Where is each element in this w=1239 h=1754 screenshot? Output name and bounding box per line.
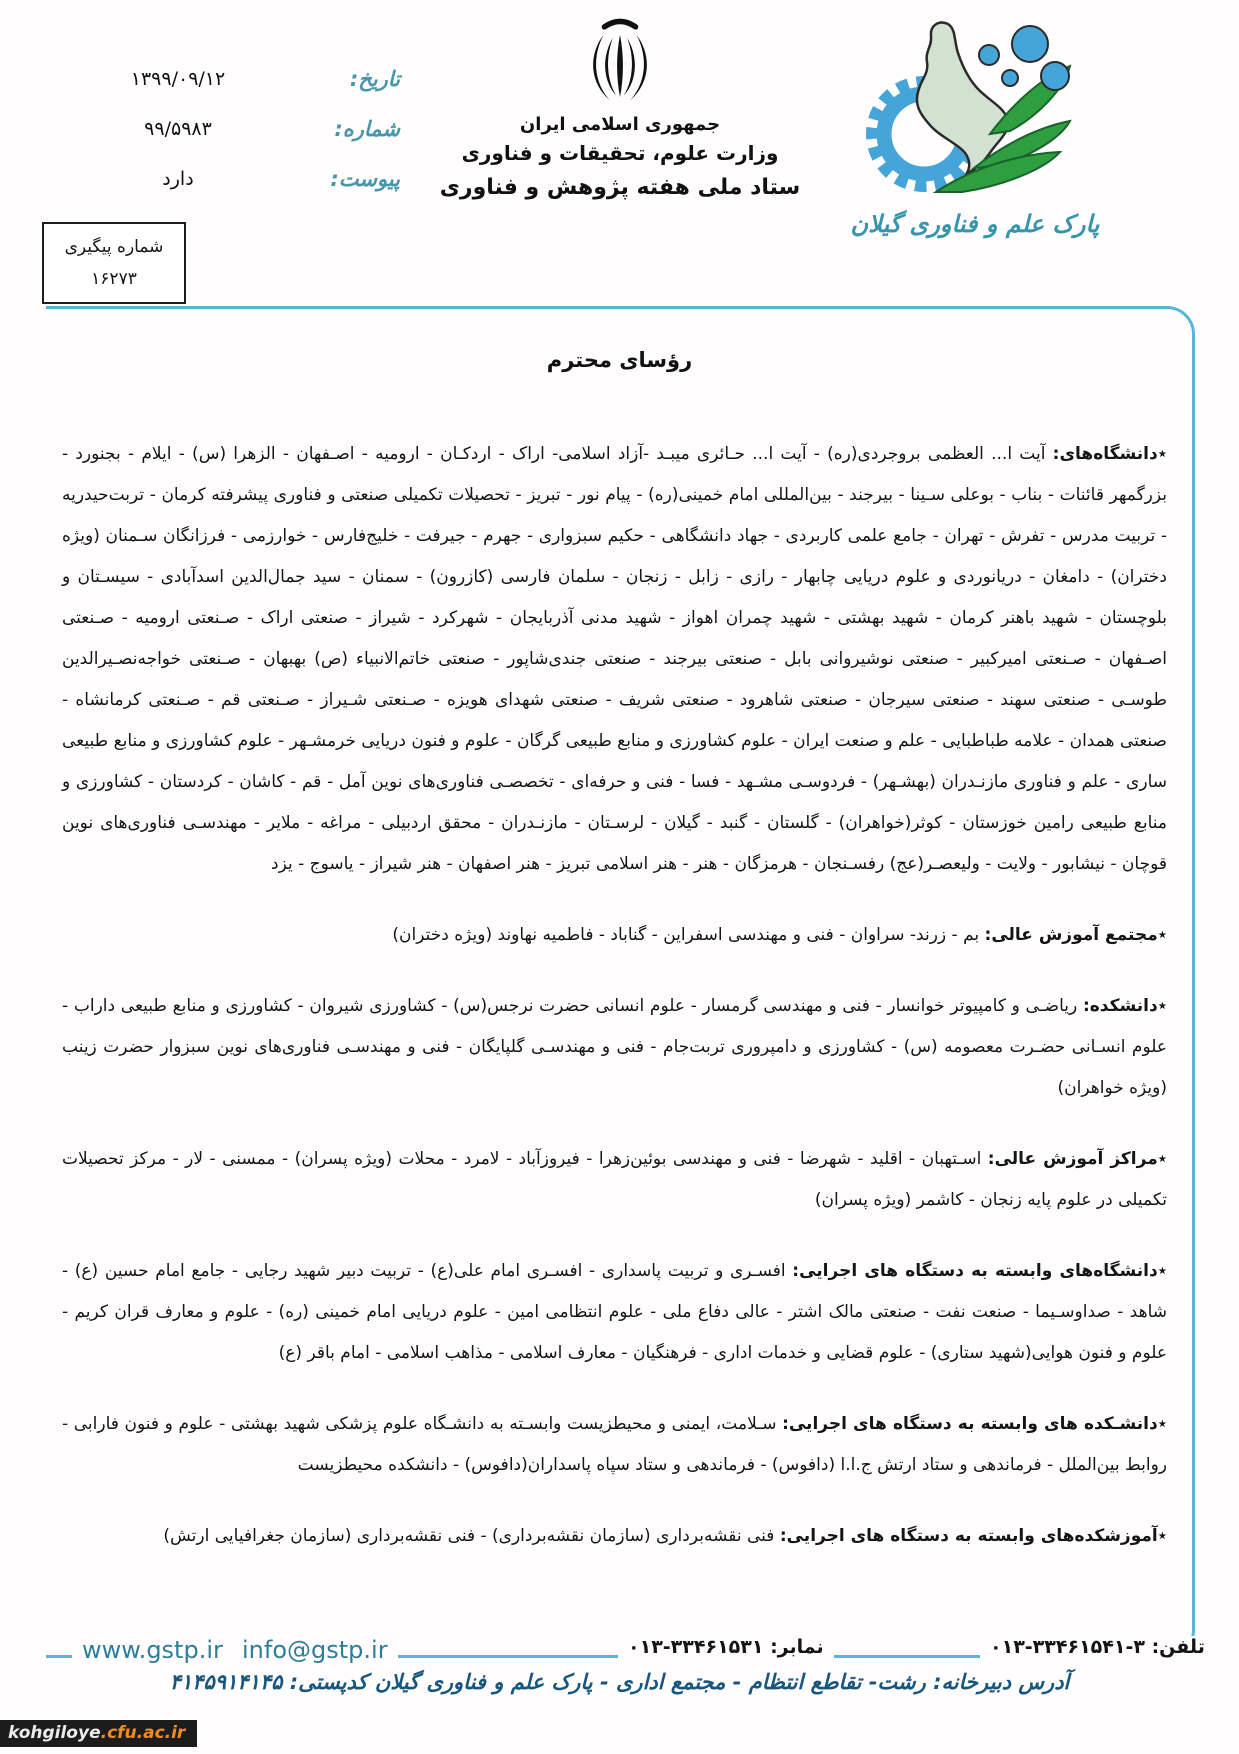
attachment-value: دارد <box>162 168 194 190</box>
section-heading: ٭مجتمع آموزش عالی: <box>984 925 1167 945</box>
section-body: سـلامت، ایمنی و محیطزیست وابسـته به دانشـگاه علوم پزشکی شهید بهشتی - علوم و فنون فارابی - روابط بین‌الملل - فرماندهی و ستاد ارتش ج.ا.ا (دافوس) - فرماندهی و ستاد سپاه پاسداران(دافوس) - دانشکده محیطزیست <box>62 1414 1167 1475</box>
fax-label: نمابر: <box>770 1636 824 1658</box>
letterhead-center <box>420 14 820 200</box>
section-heading: ٭دانشکده: <box>1082 996 1167 1016</box>
attachment-label: پیوست: <box>330 167 400 191</box>
date-value: ۱۳۹۹/۰۹/۱۲ <box>130 68 226 90</box>
gstp-logo-block <box>845 16 1105 238</box>
section-heading: ٭آموزشکده‌های وابسته به دستگاه های اجرایی: <box>779 1526 1167 1546</box>
section-body: افسـری و تربیت پاسداری - افسـری امام علی(ع) - تربیت دبیر شهید رجایی - جامع امام حسین (ع) - شاهد - صداوسـیما - صنعت نفت - صنعتی مالک اشتر - عالی دفاع ملی - علوم انتظامی امین - علوم دریایی امام خمینی (ره) - علوم و معارف قران کریم - علوم و فنون هوایی(شهید ستاری) - علوم قضایی و خدمات اداری - فرهنگیان - معارف اسلامی - مذاهب اسلامی - امام باقر (ع) <box>62 1261 1167 1363</box>
section-heading: ٭دانشگاه‌های: <box>1052 444 1167 464</box>
section-body: آیت ا... العظمی بروجردی(ره) - آیت ا... حـائری میبـد -آزاد اسلامی- اراک - اردکـان - ارومیه - اصـفهان - الزهرا (س) - ایلام - بجنورد - بزرگمهر قائنات - بناب - بوعلی سـینا - بیرجند - بین‌المللی امام خمینی(ره) - پیام نور - تبریز - تحصیلات تکمیلی صنعتی و فناوری پیشرفته کرمان - تربت‌حیدریه - تربیت مدرس - تفرش - تهران - جامع علمی کاربردی - جهاد دانشگاهی - حکیم سبزواری - جهرم - جیرفت - خلیج‌فارس - خوارزمی - فرزانگان سـمنان (ویژه دختران) - دامغان - دریانوردی و علوم دریایی چابهار - رازی - زابل - زنجان - سلمان فارسی (کازرون) - سمنان - سید جمال‌الدین اسدآبادی - سیسـتان و بلوچستان - شهید باهنر کرمان - شهید بهشتی - شهید چمران اهواز - شهید مدنی آذربایجان - شهرکرد - شیراز - صنعتی اراک - صـنعتی ارومیه - صـنعتی اصـفهان - صـنعتی امیرکبیر - صنعتی نوشیروانی بابل - صنعتی بیرجند - صنعتی جندی‌شاپور - صنعتی خاتم‌الانبیاء (ص) بهبهان - صـنعتی خواجه‌نصـیرالدین طوسـی - صنعتی سهند - صنعتی سیرجان - صنعتی شاهرود - صنعتی شریف - صنعتی شهدای هویزه - صـنعتی شـیراز - صـنعتی قم - صـنعتی کرمانشاه - صنعتی همدان - علامه طباطبایی - علم و صنعت ایران - علوم کشاورزی و منابع طبیعی گرگان - علوم و فنون دریایی خرمشـهر - علوم کشاورزی و منابع طبیعی ساری - علم و فناوری مازنـدران (بهشـهر) - فردوسـی مشـهد - فسا - فنی و حرفه‌ای - تخصصـی فناوری‌های نوین آمل - قم - کاشان - کردستان - کشاورزی و منابع طبیعی رامین خوزستان - کوثر(خواهران) - گلستان - گنبد - گیلان - لرسـتان - مازنـدران - محقق اردبیلی - مراغه - ملایر - مهندسـی فناوری‌های نوین قوچان - نیشابور - ولایت - ولیعصـر(عج) رفسـنجان - هرمزگان - هنر - هنر اسلامی تبریز - هنر اصفهان - هنر شیراز - یاسوج - یزد <box>62 444 1167 874</box>
iran-emblem-icon <box>581 14 659 110</box>
footer-email: info@gstp.ir <box>232 1636 398 1664</box>
watermark-site-right: .cfu.ac.ir <box>100 1723 186 1743</box>
tracking-label: شماره پیگیری <box>64 237 164 257</box>
section-universities <box>62 434 1167 885</box>
footer-fax <box>618 1636 834 1658</box>
gstp-logo-icon <box>862 16 1088 202</box>
number-label: شماره: <box>334 117 400 141</box>
number-value: ۹۹/۵۹۸۳ <box>144 118 212 140</box>
letter-title: رؤسای محترم <box>546 348 693 372</box>
letter-meta <box>56 62 400 212</box>
section-body: فنی نقشه‌برداری (سازمان نقشه‌برداری) - فنی نقشه‌برداری (سازمان جغرافیایی ارتش) <box>163 1526 780 1546</box>
section-affiliated-universities <box>62 1251 1167 1374</box>
letterhead-ministry: وزارت علوم، تحقیقات و فناوری <box>461 141 779 165</box>
phone-label: تلفن: <box>1151 1636 1205 1658</box>
watermark-badge <box>0 1720 197 1747</box>
tracking-value: ۱۶۲۷۳ <box>91 269 137 289</box>
meta-row-attachment <box>56 162 400 196</box>
section-higher-edu-complexes <box>62 915 1167 956</box>
section-affiliated-faculties <box>62 1404 1167 1486</box>
gstp-logo-caption: پارک علم و فناوری گیلان <box>850 210 1100 238</box>
section-body: اسـتهبان - اقلید - شهرضا - فنی و مهندسی بوئین‌زهرا - فیروزآباد - لامرد - محلات (ویژه پسران) - ممسنی - لار - مرکز تحصیلات تکمیلی در علوم پایه زنجان - کاشمر (ویژه پسران) <box>62 1149 1167 1210</box>
letterhead-org: ستاد ملی هفته پژوهش و فناوری <box>439 175 801 200</box>
section-heading: ٭دانشـکده های وابسته به دستگاه های اجرایی: <box>782 1414 1167 1434</box>
section-body: ریاضـی و کامپیوتر خوانسار - فنی و مهندسی گرمسار - علوم انسانی حضرت نرجس(س) - کشاورزی شیروان - کشاورزی و منابع طبیعی داراب - علوم انسـانی حضـرت معصومه (س) - کشاورزی و دامپروری تربت‌جام - فنی و مهندسـی گلپایگان - فنی و مهندسـی فناوری‌های نوین سبزوار حضرت زینب (ویژه خواهران) <box>62 996 1167 1098</box>
phone-number: ۰۱۳-۳۳۴۶۱۵۴۱-۳ <box>990 1636 1145 1658</box>
letter-body <box>62 434 1167 1587</box>
footer-phone <box>980 1636 1215 1658</box>
footer-website: www.gstp.ir <box>72 1636 233 1664</box>
fax-number: ۰۱۳-۳۳۴۶۱۵۳۱ <box>628 1636 764 1658</box>
footer-address: آدرس دبیرخانه: رشت- تقاطع انتظام - مجتمع اداری - پارک علم و فناوری گیلان کدپستی: ۴۱۴۵۹۱۴۱۴۵ <box>169 1670 1070 1694</box>
section-body: بم - زرند- سراوان - فنی و مهندسی اسفراین - گناباد - فاطمیه نهاوند (ویژه دختران) <box>392 925 985 945</box>
meta-row-number <box>56 112 400 146</box>
letterhead-country: جمهوری اسلامی ایران <box>519 114 721 135</box>
section-heading: ٭دانشگاه‌های وابسته به دستگاه های اجرایی: <box>792 1261 1167 1281</box>
meta-row-date <box>56 62 400 96</box>
tracking-number-box <box>42 222 186 304</box>
section-faculties <box>62 986 1167 1109</box>
section-higher-edu-centers <box>62 1139 1167 1221</box>
section-heading: ٭مراکز آموزش عالی: <box>987 1149 1167 1169</box>
section-affiliated-colleges <box>62 1516 1167 1557</box>
watermark-site-left: kohgiloye <box>8 1723 101 1743</box>
date-label: تاریخ: <box>349 67 400 91</box>
